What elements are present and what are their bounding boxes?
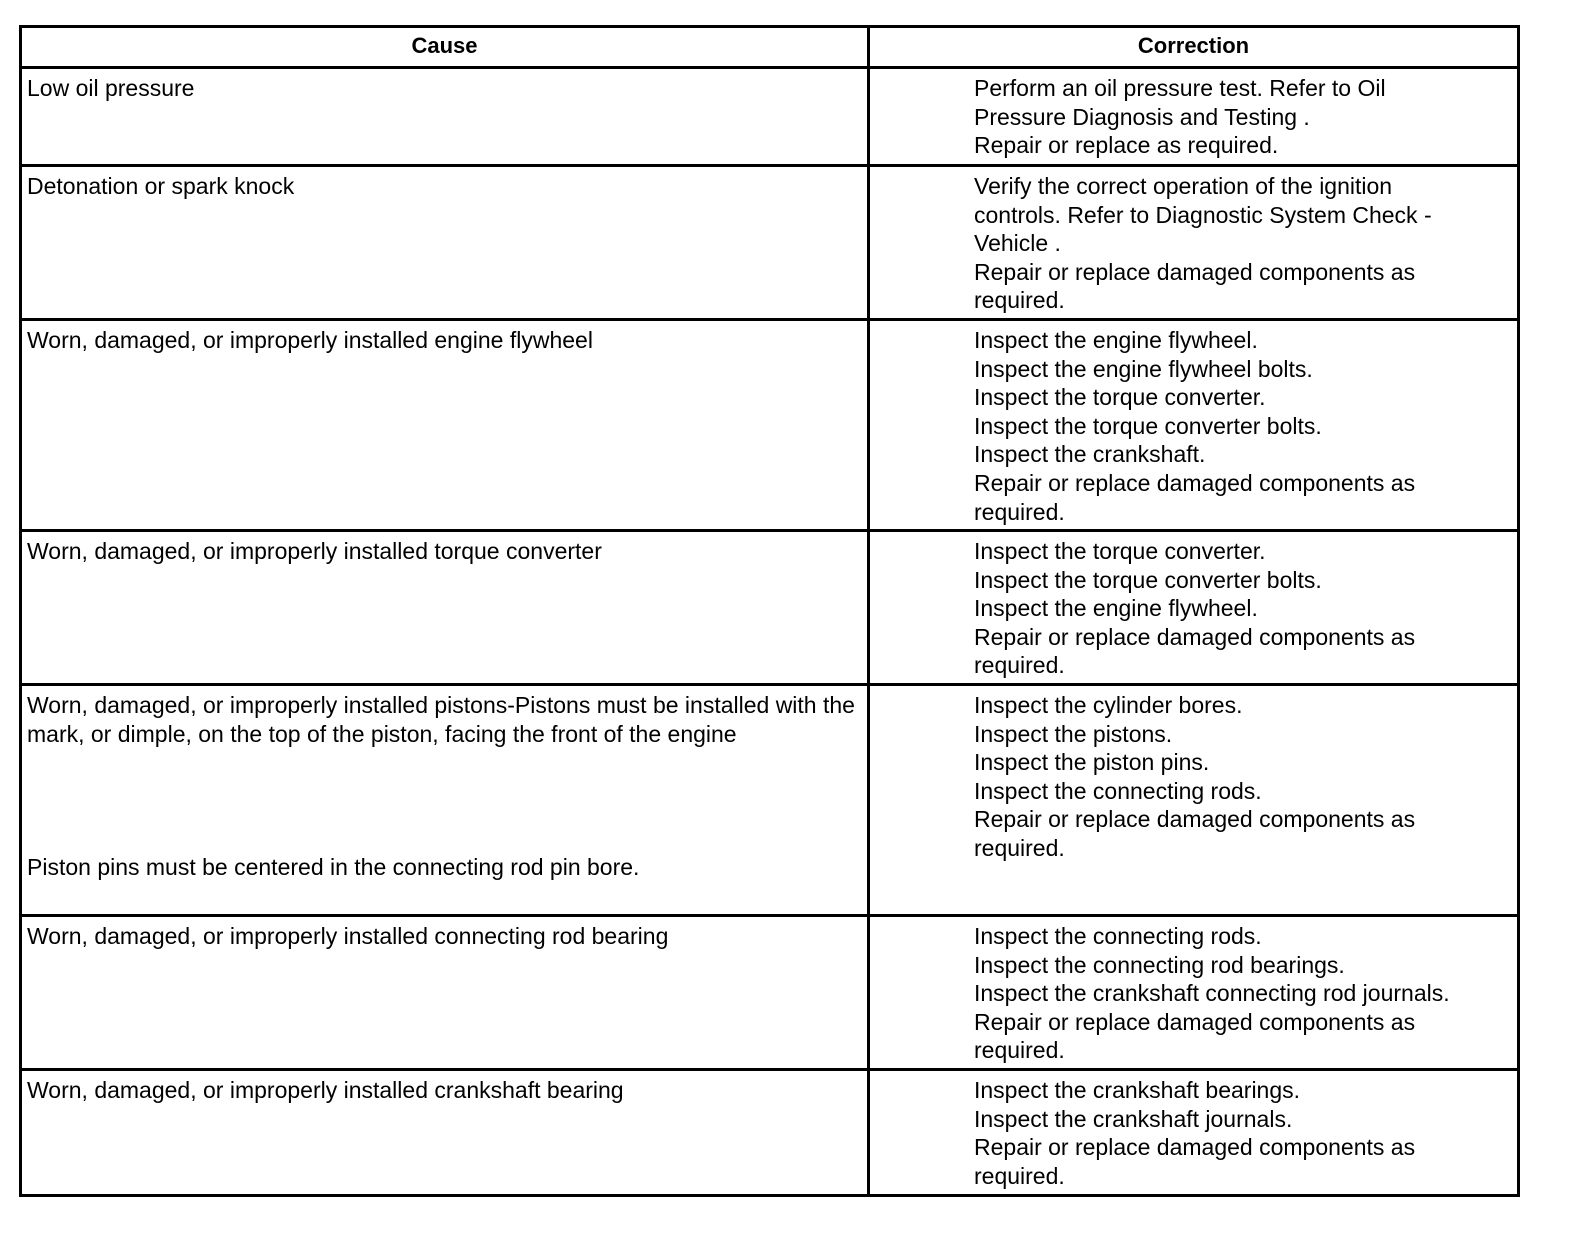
cause-cell (21, 1070, 869, 1196)
correction-line: required. (974, 652, 1065, 679)
correction-line: Repair or replace damaged components as (974, 1008, 1416, 1035)
cause-text: Detonation or spark knock (27, 173, 295, 199)
cause-cell (21, 320, 869, 531)
correction-line: Verify the correct operation of the ignition (974, 173, 1393, 199)
cause-cell (21, 916, 869, 1070)
correction-cell (869, 531, 1519, 685)
cause-cell (21, 166, 869, 320)
correction-line: Inspect the connecting rods. (974, 923, 1262, 949)
correction-line: required. (974, 834, 1065, 861)
correction-line: Inspect the torque converter bolts. (974, 412, 1322, 439)
diagnostic-table (19, 25, 1520, 1197)
correction-cell (869, 685, 1519, 916)
correction-line: Inspect the crankshaft connecting rod journals. (974, 980, 1450, 1007)
correction-line: Inspect the torque converter. (974, 384, 1266, 411)
correction-line: Inspect the torque converter. (974, 538, 1266, 564)
correction-line: Repair or replace damaged components as (974, 806, 1416, 833)
correction-line: controls. Refer to Diagnostic System Check - (974, 201, 1432, 228)
table-row (21, 916, 1519, 1070)
correction-line: Pressure Diagnosis and Testing . (974, 103, 1310, 130)
cause-cell (21, 68, 869, 166)
cause-cell (21, 531, 869, 685)
correction-line: Repair or replace damaged components as (974, 258, 1416, 285)
correction-line: required. (974, 498, 1065, 525)
cause-cell (21, 685, 869, 916)
correction-column-header: Correction (869, 27, 1519, 68)
correction-line: Inspect the crankshaft. (974, 441, 1206, 468)
table-row (21, 685, 1519, 916)
correction-line: Inspect the engine flywheel bolts. (974, 355, 1313, 382)
correction-line: Repair or replace damaged components as (974, 469, 1416, 496)
correction-line: Inspect the piston pins. (974, 749, 1210, 776)
correction-line: Repair or replace damaged components as (974, 1134, 1416, 1161)
correction-line: Inspect the pistons. (974, 720, 1173, 747)
correction-line: Repair or replace damaged components as (974, 623, 1416, 650)
correction-cell (869, 916, 1519, 1070)
correction-line: Inspect the connecting rod bearings. (974, 951, 1345, 978)
correction-cell (869, 68, 1519, 166)
correction-line: Inspect the crankshaft bearings. (974, 1077, 1301, 1103)
correction-line: required. (974, 1037, 1065, 1064)
correction-line: Inspect the cylinder bores. (974, 692, 1243, 718)
cause-text: Worn, damaged, or improperly installed connecting rod bearing (27, 923, 669, 949)
cause-text: Low oil pressure (27, 75, 195, 101)
correction-cell (869, 320, 1519, 531)
correction-line: required. (974, 287, 1065, 314)
correction-line: Inspect the engine flywheel. (974, 327, 1258, 353)
table-body (21, 68, 1519, 1196)
cause-text: Worn, damaged, or improperly installed crankshaft bearing (27, 1077, 624, 1103)
correction-line: Perform an oil pressure test. Refer to Oil (974, 75, 1386, 101)
correction-line: Inspect the engine flywheel. (974, 595, 1258, 622)
correction-line: required. (974, 1162, 1065, 1189)
cause-note-text: Piston pins must be centered in the connecting rod pin bore. (27, 854, 640, 881)
correction-cell (869, 166, 1519, 320)
table-row (21, 68, 1519, 166)
cause-text: Worn, damaged, or improperly installed torque converter (27, 538, 602, 564)
cause-column-header: Cause (21, 27, 869, 68)
table-row (21, 1070, 1519, 1196)
cause-text: Worn, damaged, or improperly installed pistons-Pistons must be installed with the mark, or dimple, on the top of the piston, facing the front of the engine (27, 692, 855, 747)
cause-text: Worn, damaged, or improperly installed engine flywheel (27, 327, 593, 353)
correction-line: Inspect the crankshaft journals. (974, 1105, 1293, 1132)
correction-line: Vehicle . (974, 230, 1061, 257)
correction-line: Inspect the torque converter bolts. (974, 566, 1322, 593)
table-row (21, 531, 1519, 685)
correction-line: Inspect the connecting rods. (974, 777, 1262, 804)
table-row (21, 320, 1519, 531)
table-row (21, 166, 1519, 320)
table-header-row (21, 27, 1519, 68)
correction-line: Repair or replace as required. (974, 132, 1279, 159)
correction-cell (869, 1070, 1519, 1196)
